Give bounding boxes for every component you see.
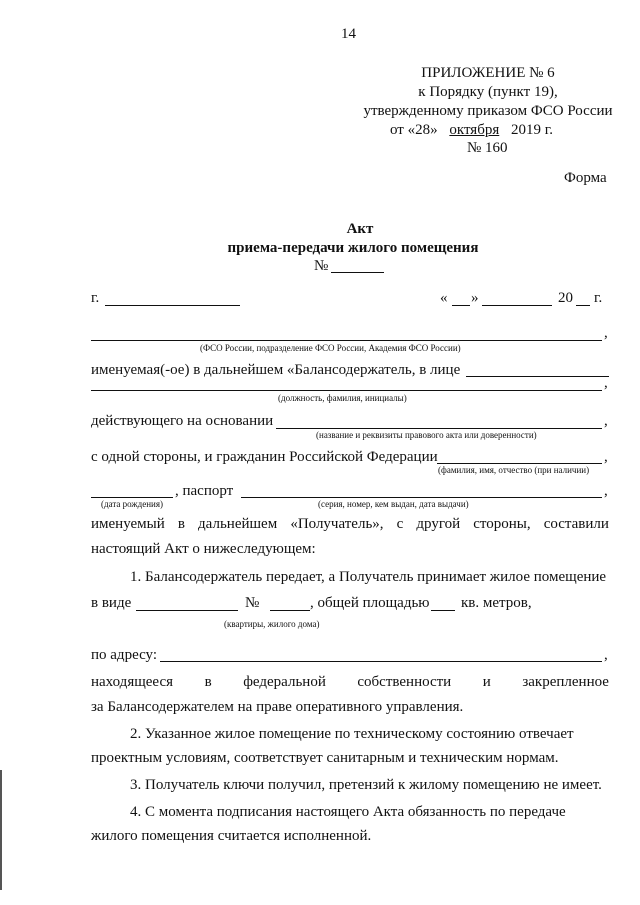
recipient-line [91, 516, 609, 533]
paragraph-4-line-2: жилого помещения считается исполненной. [91, 828, 372, 844]
year-prefix: 20 [558, 290, 573, 306]
fio-caption: (фамилия, имя, отчество (при наличии) [438, 465, 590, 475]
word: закрепленное [522, 674, 609, 690]
recipient-line-2: настоящий Акт о нижеследующем: [91, 541, 316, 557]
word: находящееся [91, 674, 174, 690]
org-caption: (ФСО России, подразделение ФСО России, Академия ФСО России) [200, 343, 461, 353]
word: и [482, 674, 491, 690]
passport-field[interactable] [241, 497, 602, 498]
paragraph-2-line-2: проектным условиям, соответствует санитарным и техническим нормам. [91, 750, 559, 766]
appendix-number: № 160 [467, 140, 508, 156]
located-line [91, 674, 609, 691]
form-label: Форма [564, 170, 607, 186]
paragraph-3: 3. Получатель ключи получил, претензий к жилому помещению не имеет. [130, 777, 602, 793]
doc-title: Акт [346, 221, 374, 237]
comma: , [604, 413, 608, 429]
day-field[interactable] [452, 305, 470, 306]
type-caption: (квартиры, жилого дома) [224, 619, 320, 629]
premises-type-field[interactable] [136, 610, 238, 611]
word: стороны, [473, 516, 531, 532]
premises-number-field[interactable] [270, 610, 310, 611]
acting-basis-text: действующего на основании [91, 413, 274, 429]
appendix-order: утвержденному приказом ФСО России [363, 103, 613, 119]
named-as-text: именуемая(-ое) в дальнейшем «Балансодержатель, в лице [91, 362, 461, 378]
date-month: октября [449, 122, 500, 138]
area-label: , общей площадью [310, 595, 430, 611]
word: с [396, 516, 404, 532]
year-suffix: г. [594, 290, 603, 306]
word: другой [416, 516, 461, 532]
comma: , [604, 375, 608, 391]
year-field[interactable] [576, 305, 590, 306]
date-close-quote: » [471, 290, 479, 306]
word: федеральной [243, 674, 326, 690]
located-line-2: за Балансодержателем на праве оперативного управления. [91, 699, 464, 715]
org-field[interactable] [91, 340, 602, 341]
word: собственности [357, 674, 452, 690]
date-prefix: от «28» [390, 122, 438, 138]
citizen-name-field[interactable] [437, 463, 602, 464]
word: именуемый [91, 516, 165, 532]
doc-number-field[interactable] [331, 272, 384, 273]
address-label: по адресу: [91, 647, 158, 663]
city-prefix: г. [91, 290, 100, 306]
appendix-date [390, 122, 553, 139]
meters-label: кв. метров, [461, 595, 532, 611]
passport-caption: (серия, номер, кем выдан, дата выдачи) [318, 499, 469, 509]
paragraph-4: 4. С момента подписания настоящего Акта обязанность по передаче [130, 804, 566, 820]
in-form-label: в виде [91, 595, 132, 611]
word: составили [543, 516, 609, 532]
no-label: № [245, 595, 260, 611]
comma: , [604, 483, 608, 499]
page-number: 14 [341, 26, 356, 42]
comma: , [604, 647, 608, 663]
paragraph-1: 1. Балансодержатель передает, а Получатель принимает жилое помещение [130, 569, 607, 585]
passport-label: , паспорт [175, 483, 234, 499]
word: дальнейшем [198, 516, 278, 532]
comma: , [604, 449, 608, 465]
citizen-text: с одной стороны, и гражданин Российской Федерации [91, 449, 438, 465]
word: «Получатель», [290, 516, 384, 532]
appendix-ref: к Порядку (пункт 19), [418, 84, 558, 100]
basis-field[interactable] [276, 428, 602, 429]
date-open-quote: « [440, 290, 448, 306]
month-field[interactable] [482, 305, 552, 306]
doc-subtitle: приема-передачи жилого помещения [227, 240, 479, 256]
address-field[interactable] [160, 661, 602, 662]
act-caption: (название и реквизиты правового акта или доверенности) [316, 430, 537, 440]
doc-number-label: № [314, 258, 329, 274]
birth-date-field[interactable] [91, 497, 173, 498]
word: в [177, 516, 185, 532]
word: в [204, 674, 212, 690]
city-field[interactable] [105, 305, 240, 306]
scan-edge [0, 770, 2, 890]
comma: , [604, 325, 608, 341]
birth-caption: (дата рождения) [101, 499, 163, 509]
area-field[interactable] [431, 610, 455, 611]
paragraph-2: 2. Указанное жилое помещение по техническому состоянию отвечает [130, 726, 574, 742]
position-caption: (должность, фамилия, инициалы) [278, 393, 407, 403]
date-suffix: 2019 г. [511, 122, 553, 138]
appendix-title: ПРИЛОЖЕНИЕ № 6 [421, 65, 555, 81]
position-field[interactable] [91, 390, 602, 391]
representative-field[interactable] [466, 376, 609, 377]
